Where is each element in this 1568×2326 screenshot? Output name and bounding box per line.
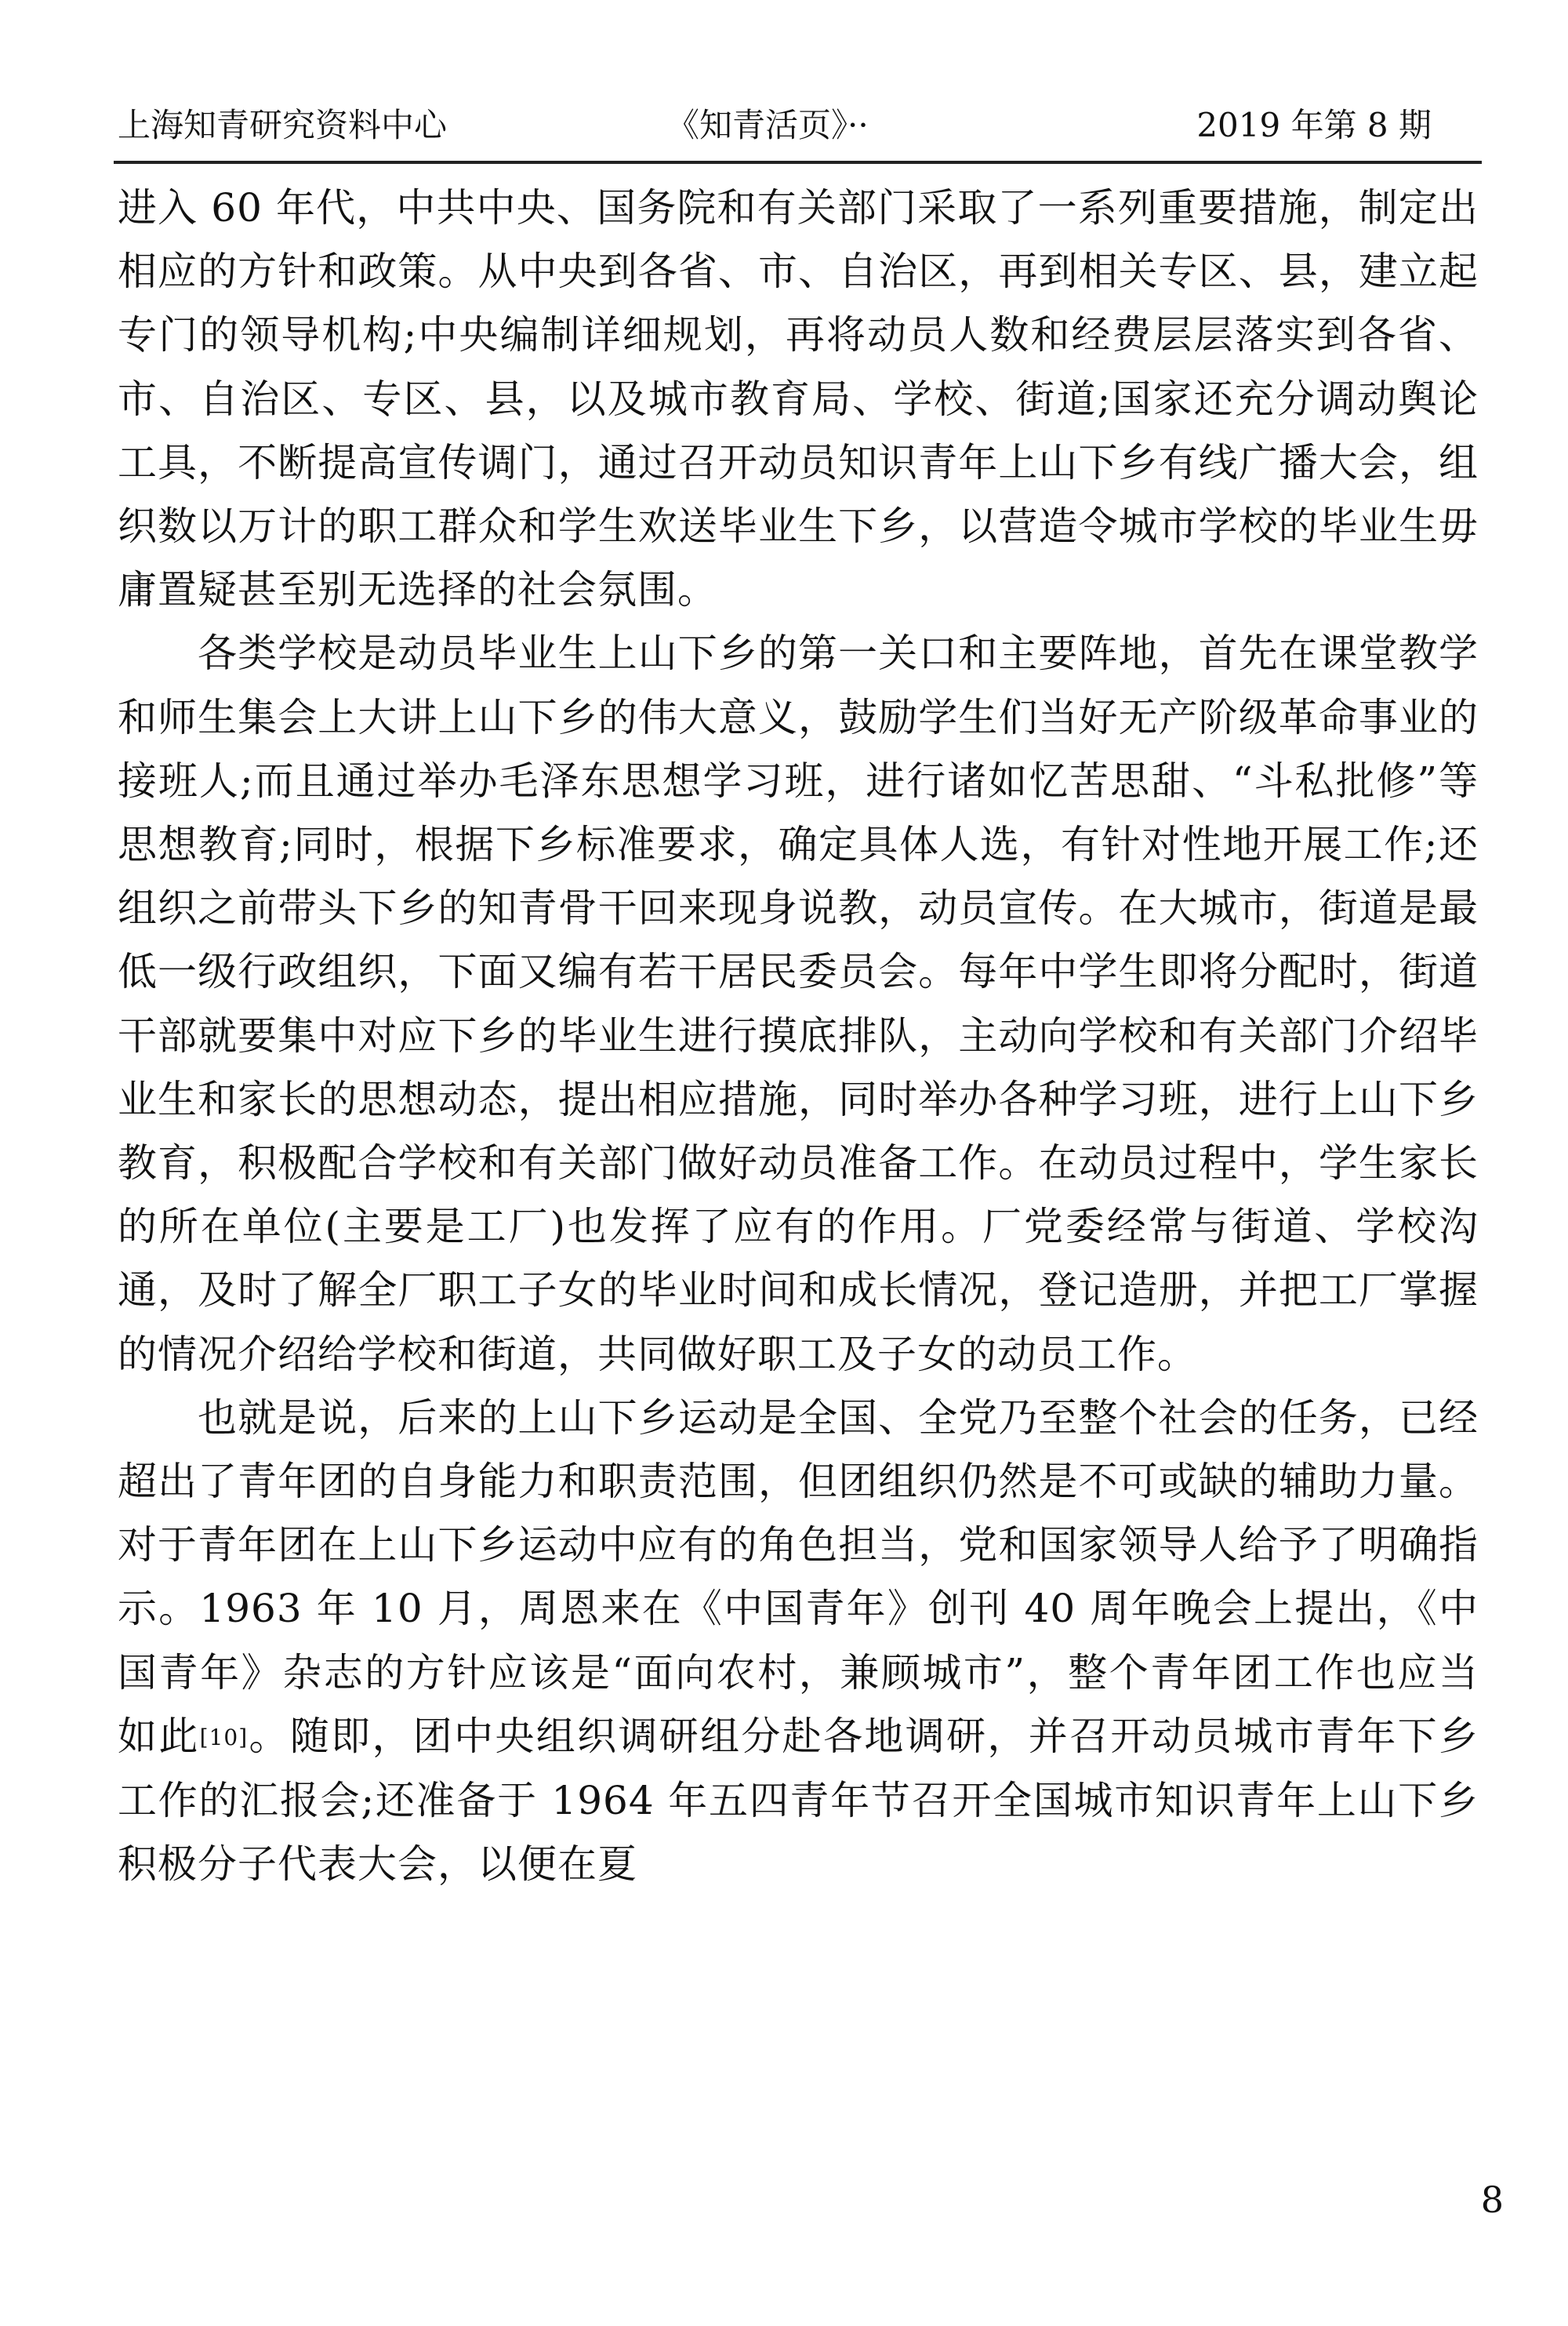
header-publisher: 上海知青研究资料中心 [118, 106, 448, 144]
paragraph-3 [118, 1387, 1479, 1897]
paragraph-3-text-a: 也就是说，后来的上山下乡运动是全国、全党乃至整个社会的任务，已经超出了青年团的自身能力和职责范围，但团组织仍然是不可或缺的辅助力量。对于青年团在上山下乡运动中应有的角色担当，党和国家领导人给予了明确指示。1963 年 10 月，周恩来在《中国青年》创刊 40 周年晚会上提出，《中国青年》杂志的方针应该是“面向农村，兼顾城市”，整个青年团工作也应当如此 [118, 1394, 1479, 1759]
running-header [118, 94, 1479, 157]
paragraph-1: 进入 60 年代，中共中央、国务院和有关部门采取了一系列重要措施，制定出相应的方针和政策。从中央到各省、市、自治区，再到相关专区、县，建立起专门的领导机构;中央编制详细规划，再将动员人数和经费层层落实到各省、市、自治区、专区、县，以及城市教育局、学校、街道;国家还充分调动舆论工具，不断提高宣传调门，通过召开动员知识青年上山下乡有线广播大会，组织数以万计的职工群众和学生欢送毕业生下乡，以营造令城市学校的毕业生毋庸置疑甚至别无选择的社会氛围。 [118, 185, 1479, 613]
header-issue: 2019 年第 8 期 [1196, 106, 1432, 144]
paragraph-2: 各类学校是动员毕业生上山下乡的第一关口和主要阵地，首先在课堂教学和师生集会上大讲上山下乡的伟大意义，鼓励学生们当好无产阶级革命事业的接班人;而且通过举办毛泽东思想学习班，进行诸如忆苦思甜、“斗私批修”等思想教育;同时，根据下乡标准要求，确定具体人选，有针对性地开展工作;还组织之前带头下乡的知青骨干回来现身说教，动员宣传。在大城市，街道是最低一级行政组织，下面又编有若干居民委员会。每年中学生即将分配时，街道干部就要集中对应下乡的毕业生进行摸底排队，主动向学校和有关部门介绍毕业生和家长的思想动态，提出相应措施，同时举办各种学习班，进行上山下乡教育，积极配合学校和有关部门做好动员准备工作。在动员过程中，学生家长的所在单位(主要是工厂)也发挥了应有的作用。厂党委经常与街道、学校沟通，及时了解全厂职工子女的毕业时间和成长情况，登记造册，并把工厂掌握的情况介绍给学校和街道，共同做好职工及子女的动员工作。 [118, 631, 1479, 1377]
header-publication-title: 《知青活页》·· [666, 106, 869, 144]
header-divider [114, 161, 1482, 164]
article-body [118, 176, 1479, 1896]
paragraph-3-text-b: 。随即，团中央组织调研组分赴各地调研，并召开动员城市青年下乡工作的汇报会;还准备于 1964 年五四青年节召开全国城市知识青年上山下乡积极分子代表大会，以便在夏 [118, 1713, 1479, 1888]
footnote-reference[interactable]: [10] [199, 1724, 249, 1750]
page-number: 8 [1480, 2179, 1504, 2221]
